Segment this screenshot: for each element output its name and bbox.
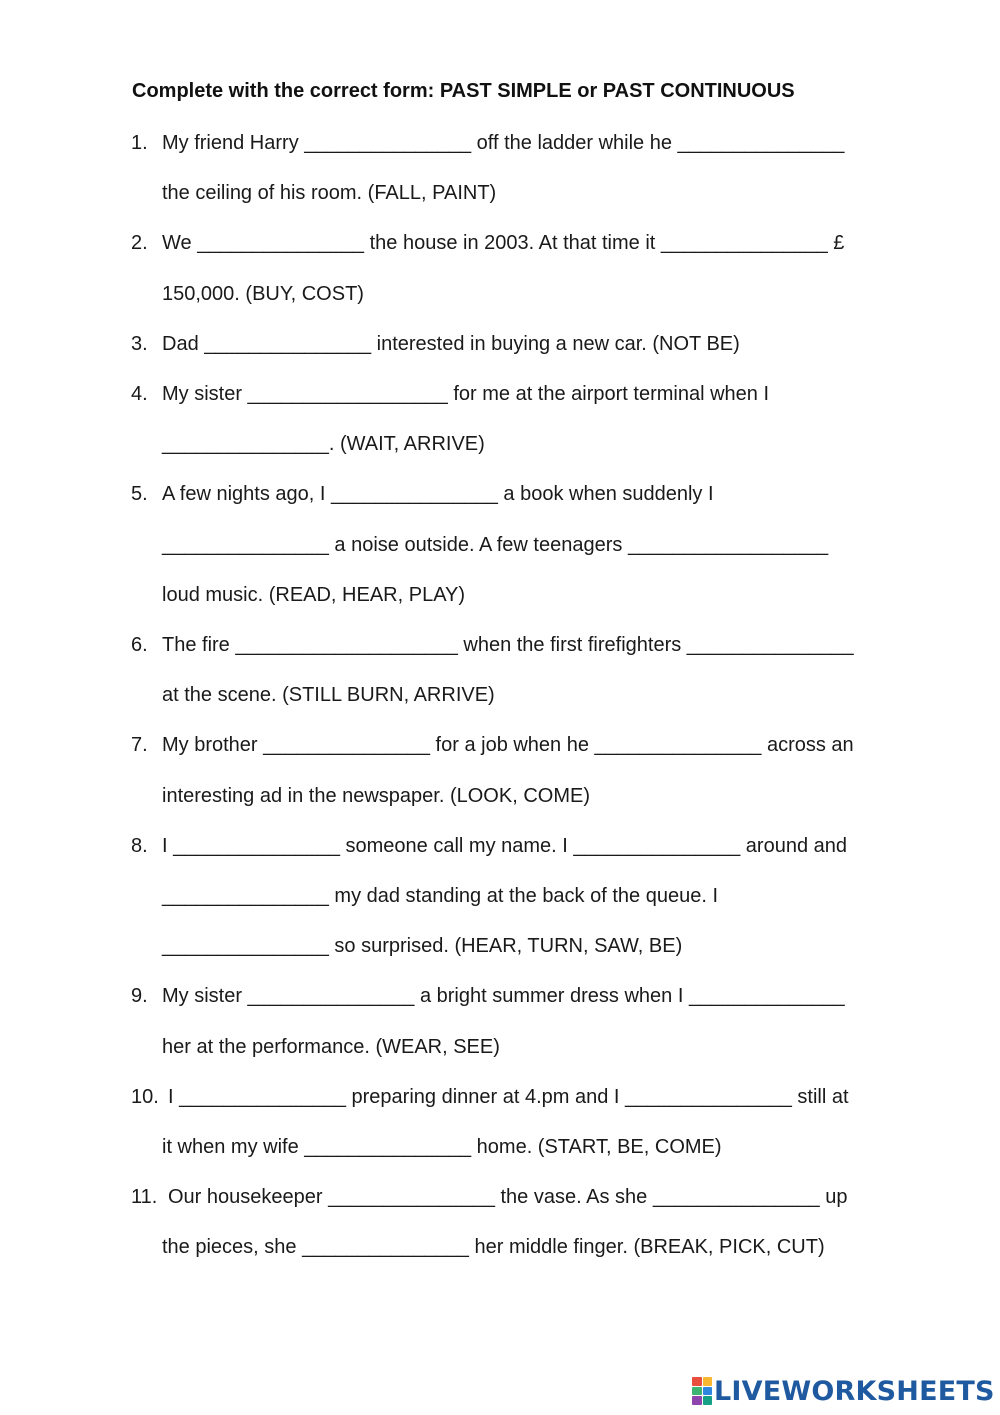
item-text-line: at the scene. (STILL BURN, ARRIVE) <box>162 684 495 706</box>
item-text-line: Dad _______________ interested in buying a new car. (NOT BE) <box>162 333 740 355</box>
item-text-line: interesting ad in the newspaper. (LOOK, COME) <box>162 785 590 807</box>
liveworksheets-mark-icon <box>692 1377 712 1405</box>
item-number: 9. <box>131 985 148 1007</box>
item-text-line: loud music. (READ, HEAR, PLAY) <box>162 584 466 606</box>
item-text-line: _______________ a noise outside. A few teenagers __________________ <box>162 534 829 556</box>
item-number: 11. <box>131 1186 158 1208</box>
item-number: 3. <box>131 333 148 355</box>
item-text-line: _______________ so surprised. (HEAR, TURN, SAW, BE) <box>162 935 683 957</box>
item-text-line: A few nights ago, I _______________ a book when suddenly I <box>162 483 714 505</box>
item-text-line: I _______________ preparing dinner at 4.pm and I _______________ still at <box>168 1086 849 1108</box>
item-text-line: 150,000. (BUY, COST) <box>162 283 364 305</box>
item-text-line: her at the performance. (WEAR, SEE) <box>162 1036 500 1058</box>
item-text-line: My sister __________________ for me at the airport terminal when I <box>162 383 770 405</box>
item-text-line: My sister _______________ a bright summer dress when I ______________ <box>162 985 845 1007</box>
item-text-line: _______________. (WAIT, ARRIVE) <box>162 433 485 455</box>
item-text-line: My friend Harry _______________ off the ladder while he _______________ <box>162 132 845 154</box>
item-text-line: The fire ____________________ when the first firefighters _______________ <box>162 634 854 656</box>
item-number: 4. <box>131 383 148 405</box>
item-text-line: _______________ my dad standing at the back of the queue. I <box>162 885 718 907</box>
item-number: 7. <box>131 734 148 756</box>
item-number: 5. <box>131 483 148 505</box>
item-number: 6. <box>131 634 148 656</box>
item-text-line: the ceiling of his room. (FALL, PAINT) <box>162 182 497 204</box>
item-text-line: My brother _______________ for a job when he _______________ across an <box>162 734 854 756</box>
brand-name: LIVEWORKSHEETS <box>714 1375 995 1407</box>
item-text-line: I _______________ someone call my name. I _______________ around and <box>162 835 847 857</box>
worksheet-title: Complete with the correct form: PAST SIMPLE or PAST CONTINUOUS <box>132 80 795 102</box>
item-text-line: Our housekeeper _______________ the vase. As she _______________ up <box>168 1186 848 1208</box>
item-number: 10. <box>131 1086 159 1108</box>
item-text-line: it when my wife _______________ home. (START, BE, COME) <box>162 1136 722 1158</box>
item-number: 8. <box>131 835 148 857</box>
item-number: 2. <box>131 232 148 254</box>
item-number: 1. <box>131 132 148 154</box>
item-text-line: the pieces, she _______________ her middle finger. (BREAK, PICK, CUT) <box>162 1236 825 1258</box>
liveworksheets-logo <box>692 1374 995 1408</box>
item-text-line: We _______________ the house in 2003. At that time it _______________ £ <box>162 232 845 254</box>
